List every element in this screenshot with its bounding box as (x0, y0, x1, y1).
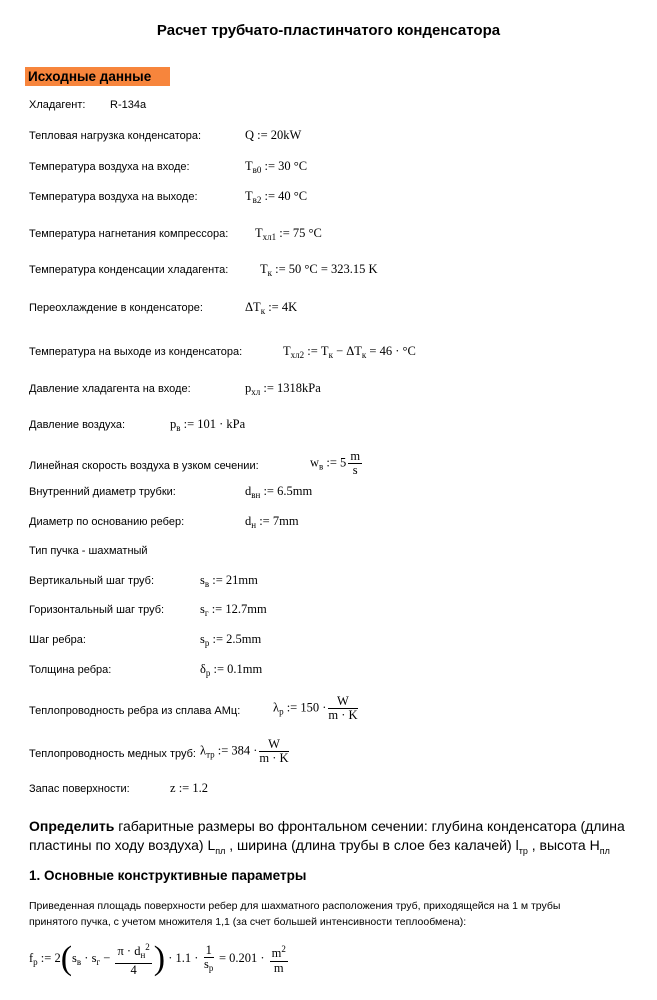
param-formula: $w_в$ := 5 $\frac{m}{s}$ (310, 449, 361, 477)
param-label: Давление хладагента на входе: (29, 383, 191, 395)
task-text: габаритные размеры во фронтальном сечении: глубина конденсатора (длина (114, 818, 625, 834)
task-bold: Определить (29, 818, 115, 834)
param-label: Температура воздуха на выходе: (29, 191, 198, 203)
param-formula: $p_{хл}$ := 1318kPa (245, 381, 321, 397)
param-formula: $T_{в2}$ := 40 °C (245, 189, 308, 205)
param-formula: $T_к$ := 50 °C = 323.15 K (260, 262, 378, 278)
param-label: Температура нагнетания компрессора: (29, 228, 229, 240)
param-formula: $s_г$ := 12.7mm (200, 602, 267, 618)
param-formula: $\delta_р$ := 0.1mm (200, 662, 263, 678)
param-label: Вертикальный шаг труб: (29, 575, 155, 587)
section-header-input-data: Исходные данные (25, 67, 170, 86)
param-formula: $s_в$ := 21mm (200, 573, 258, 589)
param-label: Температура конденсации хладагента: (29, 264, 229, 276)
param-label: Теплопроводность медных труб: (29, 748, 196, 760)
param-label: Температура воздуха на входе: (29, 161, 190, 173)
param-label: Давление воздуха: (29, 419, 126, 431)
param-formula: $T_{в0}$ := 30 °C (245, 159, 308, 175)
param-label: Шаг ребра: (29, 634, 86, 646)
paragraph-line-1: Приведенная площадь поверхности ребер для шахматного расположения труб, приходящейся на 1 м трубы (29, 900, 561, 912)
param-formula: $T_{хл2}$ := $T_к - \Delta T_к = 46 \cdot ^\circ C$ (283, 344, 416, 360)
param-formula: $p_в$ := 101 · kPa (170, 417, 246, 433)
param-formula: $s_р$ := 2.5mm (200, 632, 262, 648)
task-sub: тр (518, 845, 528, 856)
refrigerant-label: Хладагент: (29, 99, 86, 111)
param-formula: z := 1.2 (170, 781, 208, 795)
section-1-heading: 1. Основные конструктивные параметры (29, 868, 307, 883)
param-formula: Q := 20kW (245, 128, 302, 142)
task-text: , высота H (527, 837, 600, 853)
param-formula: $\Delta T_к$ := 4K (245, 300, 298, 316)
param-label: Тепловая нагрузка конденсатора: (29, 130, 202, 142)
param-label: Внутренний диаметр трубки: (29, 486, 176, 498)
refrigerant-value: R-134a (110, 99, 147, 111)
param-label: Горизонтальный шаг труб: (29, 604, 165, 616)
task-line-1 (29, 818, 625, 834)
formula-fp: $f_р$ := $2(s_в \cdot s_г$ − $\frac{\pi \cdot d_н^2}{4}$ ) · 1.1 · $\frac{1}{s_р}$ = 0.201 · $\frac{m^2}{m}$ (29, 940, 286, 977)
param-label: Переохлаждение в конденсаторе: (29, 302, 203, 314)
task-text: , ширина (длина трубы в слое без калачей) l (225, 837, 519, 853)
param-formula: $T_{хл1}$ := 75 °C (255, 226, 322, 242)
param-formula: $d_н$ := 7mm (245, 514, 299, 530)
task-sub: пл (215, 845, 226, 856)
param-formula: $\lambda_р$ := 150 · $\frac{W}{m \cdot K}$ (273, 694, 358, 722)
param-label: Температура на выходе из конденсатора: (29, 346, 243, 358)
task-text: пластины по ходу воздуха) L (29, 837, 216, 853)
task-sub: пл (599, 845, 610, 856)
param-label: Линейная скорость воздуха в узком сечении: (29, 460, 259, 472)
param-label: Теплопроводность ребра из сплава АМц: (29, 705, 241, 717)
page-title: Расчет трубчато-пластинчатого конденсатора (156, 22, 501, 39)
task-line-2 (29, 837, 610, 856)
param-label: Запас поверхности: (29, 783, 130, 795)
paragraph-line-2: принятого пучка, с учетом множителя 1,1 (за счет большей интенсивности теплообмена): (29, 916, 467, 928)
param-formula: $\lambda_{тр}$ := 384 · $\frac{W}{m \cdot K}$ (200, 737, 289, 765)
param-label: Тип пучка - шахматный (29, 545, 148, 557)
param-label: Толщина ребра: (29, 664, 112, 676)
param-formula: $d_{вн}$ := 6.5mm (245, 484, 313, 500)
param-label: Диаметр по основанию ребер: (29, 516, 185, 528)
